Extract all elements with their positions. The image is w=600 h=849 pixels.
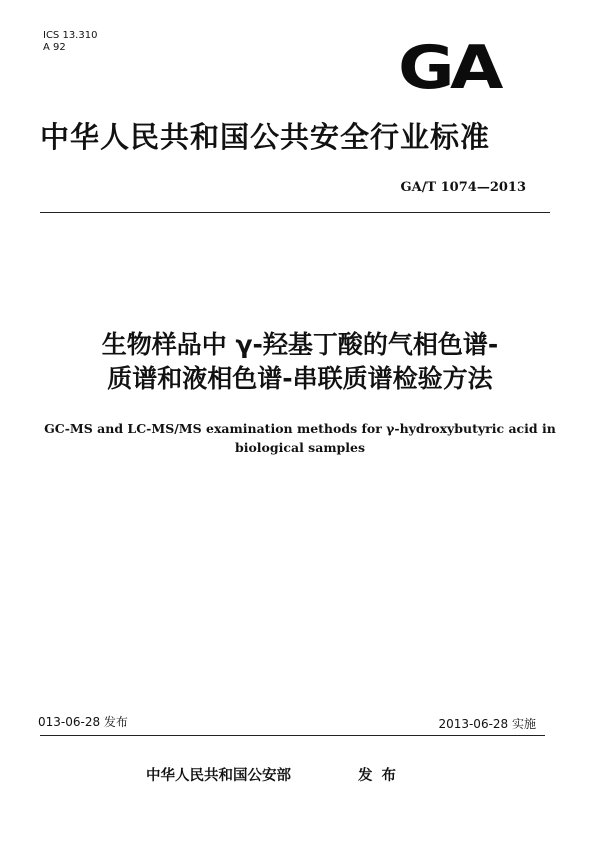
ccs-code: A 92 xyxy=(43,42,66,53)
ics-code: ICS 13.310 xyxy=(43,30,98,41)
document-title-en: GC-MS and LC-MS/MS examination methods for γ-hydroxybutyric acid in biological samples xyxy=(44,421,556,455)
standard-number: GA/T 1074—2013 xyxy=(400,180,526,195)
implementation-date: 2013-06-28 实施 xyxy=(438,717,536,731)
publish-label: 发布 xyxy=(358,768,405,784)
title-zh-line-1: 生物样品中 γ-羟基丁酸的气相色谱- xyxy=(101,330,499,359)
standard-category-title: 中华人民共和国公共安全行业标准 xyxy=(40,120,491,154)
title-zh-line-2: 质谱和液相色谱-串联质谱检验方法 xyxy=(107,364,493,393)
document-title-zh xyxy=(0,328,600,396)
issue-date: 013-06-28 发布 xyxy=(38,715,128,729)
header-divider xyxy=(40,212,550,213)
ga-logo: GA xyxy=(398,33,499,103)
publisher-name: 中华人民共和国公安部 xyxy=(146,768,291,784)
footer-divider xyxy=(40,735,545,736)
